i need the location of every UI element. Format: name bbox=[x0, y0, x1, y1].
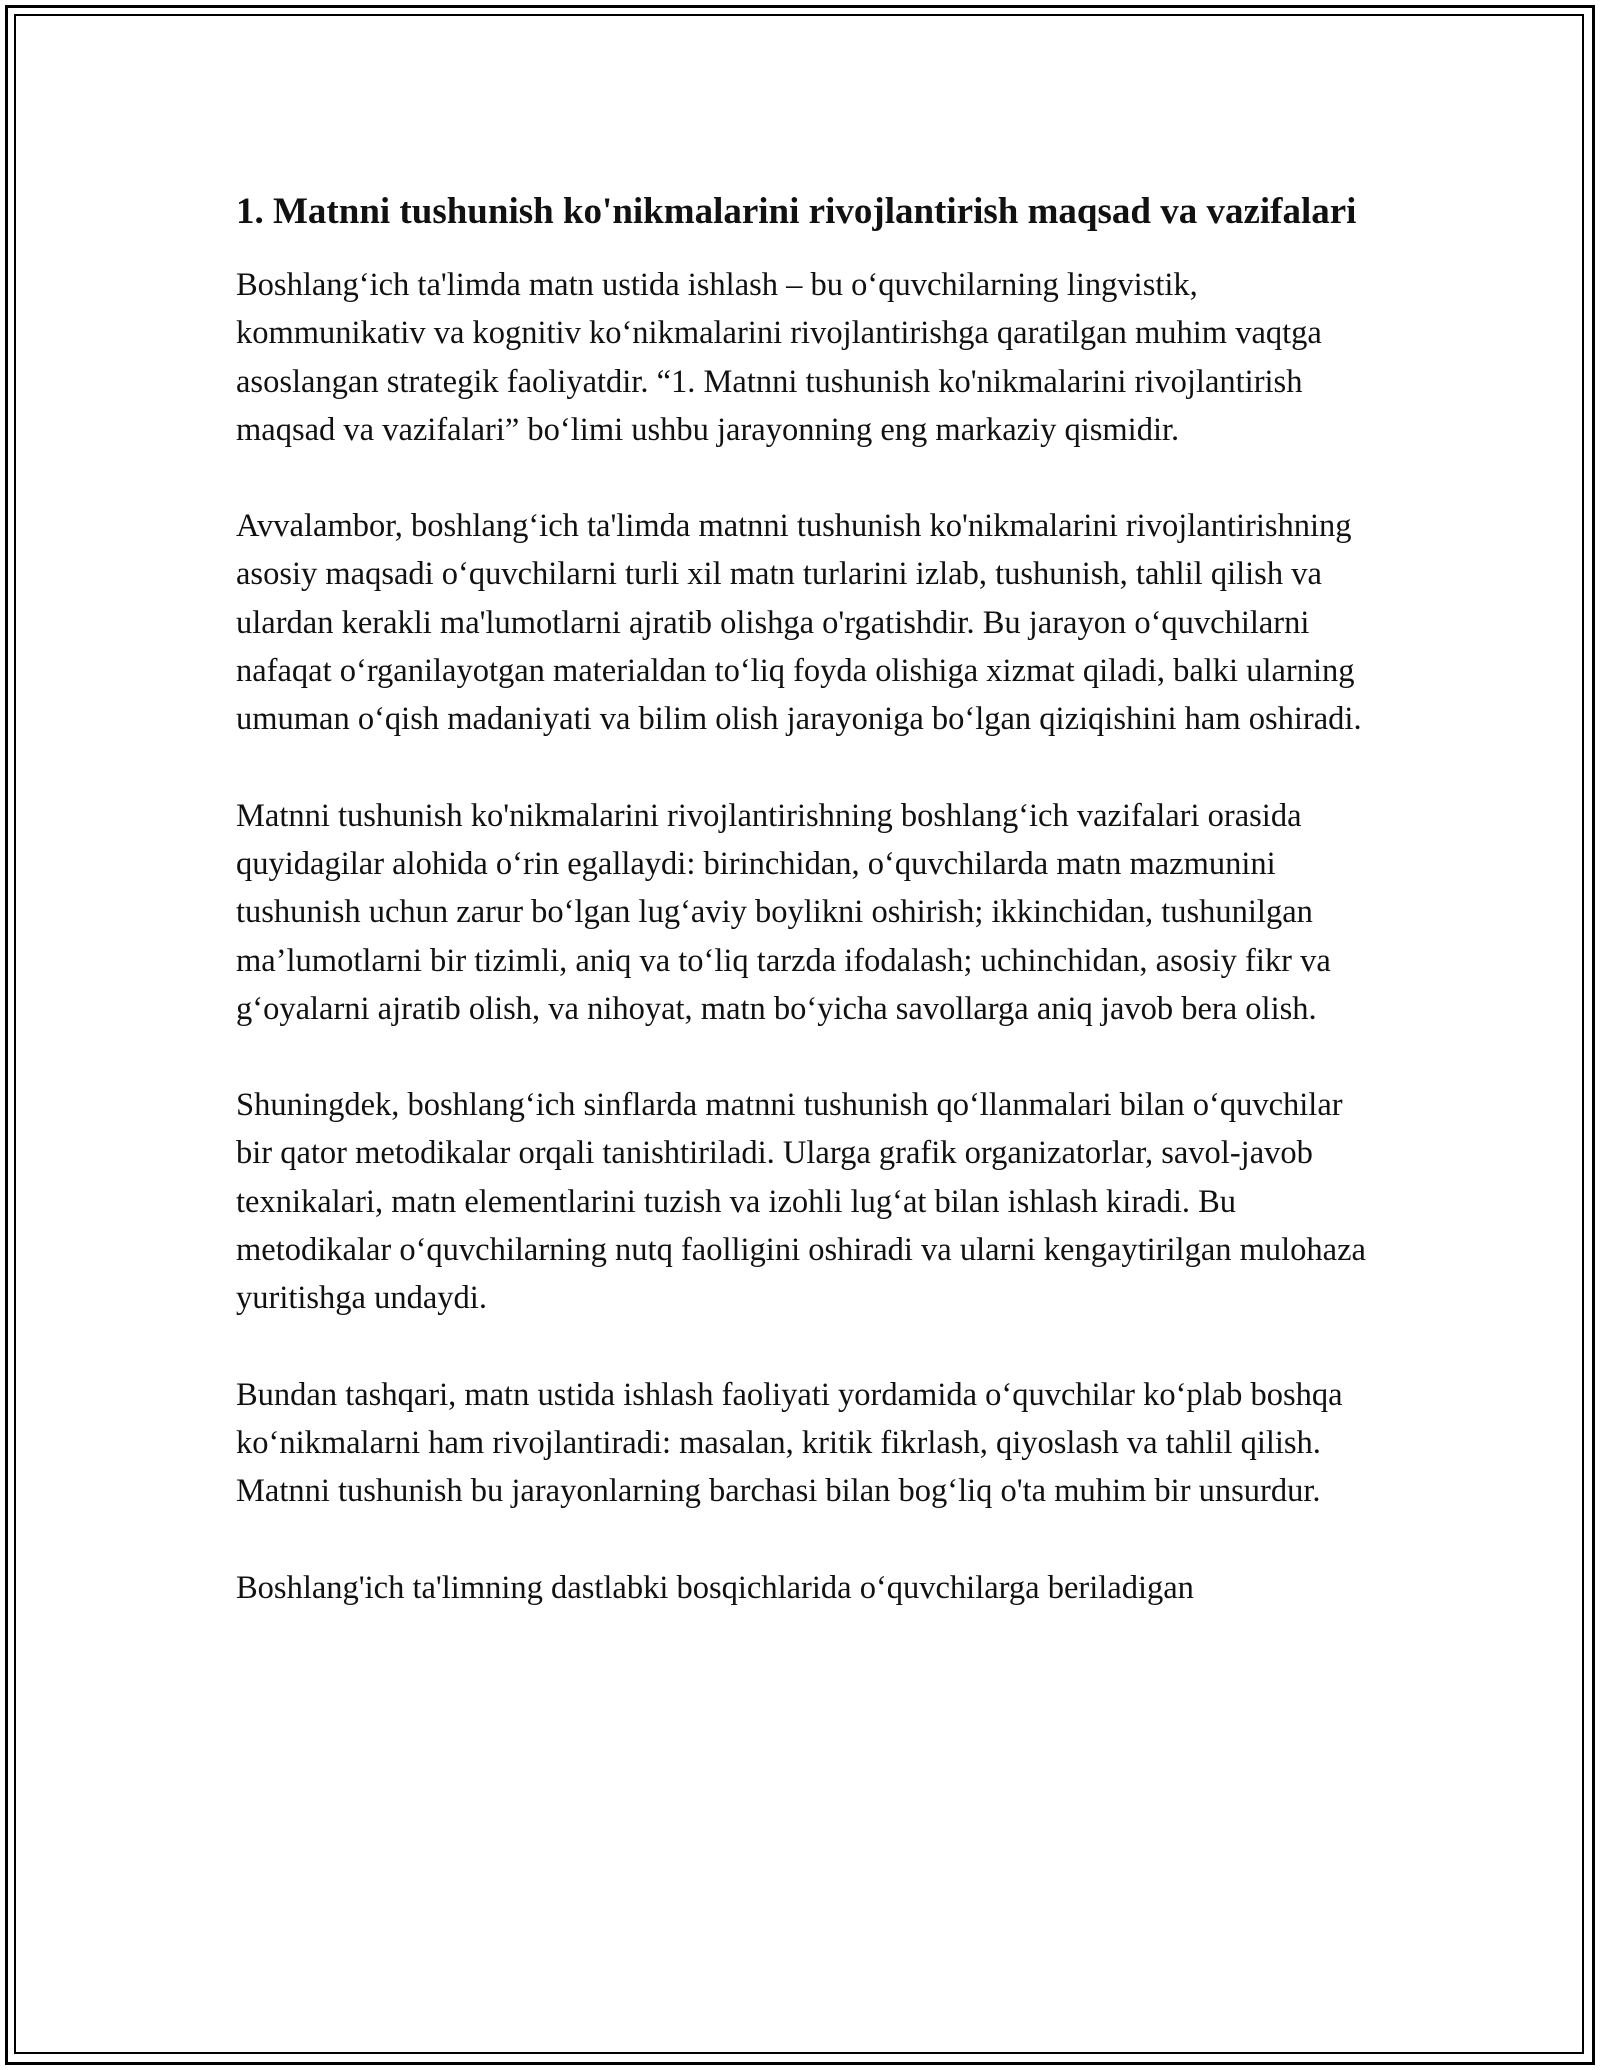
paragraph-initial-stages: Boshlang'ich ta'limning dastlabki bosqichlarida o‘quvchilarga beriladigan bbox=[236, 1569, 1194, 1606]
paragraph-tasks: Matnni tushunish ko'nikmalarini rivojlantirishning boshlang‘ich vazifalari orasida quyidagilar alohida o‘rin egallaydi: birinchidan, o‘quvchilarda matn mazmunini tushunish uchun zarur bo‘lgan lug‘aviy boylikni oshirish; ikkinchidan, tushunilgan ma’lumotlarni bir tizimli, aniq va to‘liq tarzda ifodalash; uchinchidan, asosiy fikr va g‘oyalarni ajratib olish, va nihoyat, matn bo‘yicha savollarga aniq javob bera olish. bbox=[236, 797, 1331, 1027]
section-heading: 1. Matnni tushunish ko'nikmalarini rivojlantirish maqsad va vazifalari bbox=[236, 191, 1357, 232]
paragraph-methods: Shuningdek, boshlang‘ich sinflarda matnni tushunish qo‘llanmalari bilan o‘quvchilar bir qator metodikalar orqali tanishtiriladi. Ularga grafik organizatorlar, savol-javob texnikalari, matn elementlarini tuzish va izohli lug‘at bilan ishlash kiradi. Bu metodikalar o‘quvchilarning nutq faolligini oshiradi va ularni kengaytirilgan mulohaza yuritishga undaydi. bbox=[236, 1087, 1366, 1317]
paragraph-intro: Boshlang‘ich ta'limda matn ustida ishlash – bu o‘quvchilarning lingvistik, kommunikativ va kognitiv ko‘nikmalarini rivojlantirishga qaratilgan muhim vaqtga asoslangan strategik faoliyatdir. “1. Matnni tushunish ko'nikmalarini rivojlantirish maqsad va vazifalari” bo‘limi ushbu jarayonning eng markaziy qismidir. bbox=[236, 267, 1322, 448]
paragraph-main-goal: Avvalambor, boshlang‘ich ta'limda matnni tushunish ko'nikmalarini rivojlantirishning asosiy maqsadi o‘quvchilarni turli xil matn turlarini izlab, tushunish, tahlil qilish va ulardan kerakli ma'lumotlarni ajratib olishga o'rgatishdir. Bu jarayon o‘quvchilarni nafaqat o‘rganilayotgan materialdan to‘liq foyda olishiga xizmat qiladi, balki ularning umuman o‘qish madaniyati va bilim olish jarayoniga bo‘lgan qiziqishini ham oshiradi. bbox=[236, 508, 1362, 738]
document-body bbox=[236, 185, 1386, 1612]
paragraph-skills: Bundan tashqari, matn ustida ishlash faoliyati yordamida o‘quvchilar ko‘plab boshqa ko‘nikmalarni ham rivojlantiradi: masalan, kritik fikrlash, qiyoslash va tahlil qilish. Matnni tushunish bu jarayonlarning barchasi bilan bog‘liq o'ta muhim bir unsurdur. bbox=[236, 1376, 1343, 1510]
